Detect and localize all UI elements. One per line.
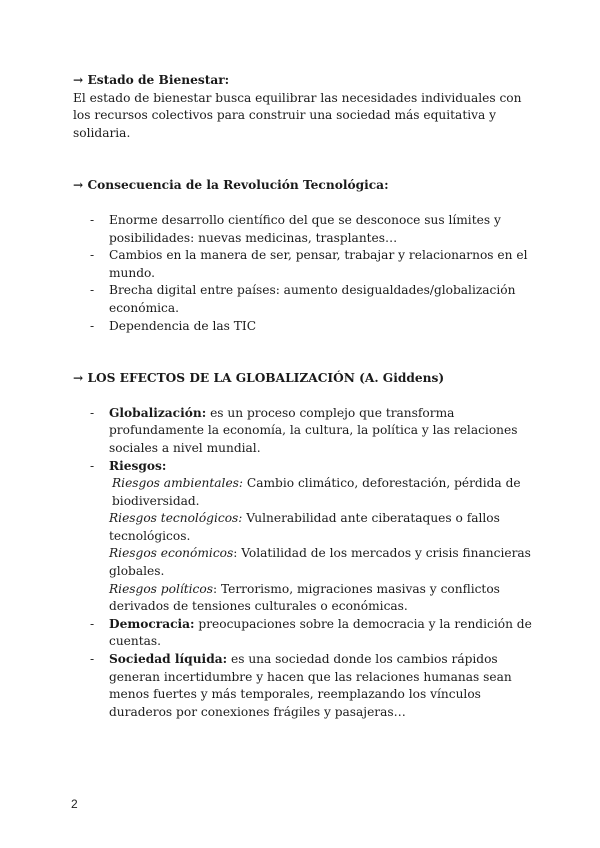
list-item-sociedad-liquida bbox=[73, 651, 541, 721]
heading-efectos-globalizacion: → LOS EFECTOS DE LA GLOBALIZACIÓN (A. Giddens) bbox=[73, 371, 445, 386]
dash-bullet: - bbox=[90, 458, 95, 473]
term-sociedad-liquida: Sociedad líquida: bbox=[109, 652, 228, 667]
heading-estado-bienestar: → Estado de Bienestar: bbox=[73, 73, 230, 87]
text-sociedad-liquida: es una sociedad donde los cambios rápidos generan incertidumbre y hacen que las relaciones humanas sean menos fuertes y más temporales, reemplazando los vínculos duraderos por conexiones frágiles y pasajeras… bbox=[109, 652, 512, 719]
heading-revolucion-tecnologica: → Consecuencia de la Revolución Tecnológica: bbox=[73, 178, 389, 193]
risk-politicos: Riesgos políticos: Terrorismo, migraciones masivas y conflictos derivados de tensiones culturales o económicas. bbox=[109, 581, 500, 614]
dash-bullet: - bbox=[90, 616, 95, 631]
list-item: - Cambios en la manera de ser, pensar, trabajar y relacionarnos en el mundo. bbox=[90, 248, 528, 280]
list-item: - Dependencia de las TIC bbox=[73, 318, 541, 336]
list-efectos bbox=[73, 405, 541, 722]
term-riesgos: Riesgos: bbox=[109, 458, 167, 473]
list-item-globalizacion bbox=[73, 405, 541, 458]
dash-bullet: - bbox=[90, 248, 95, 263]
risk-economicos: Riesgos económicos: Volatilidad de los mercados y crisis financieras globales. bbox=[109, 546, 531, 579]
page-number: 2 bbox=[71, 797, 78, 811]
paragraph-estado-bienestar: El estado de bienestar busca equilibrar las necesidades individuales con los recursos colectivos para construir una sociedad más equitativa y solidaria. bbox=[73, 90, 522, 140]
dash-bullet: - bbox=[90, 405, 95, 420]
dash-bullet: - bbox=[90, 318, 95, 333]
list-item: - Brecha digital entre países: aumento desigualdades/globalización económica. bbox=[90, 283, 516, 315]
text-democracia: preocupaciones sobre la democracia y la rendición de cuentas. bbox=[109, 616, 532, 649]
dash-bullet: - bbox=[90, 212, 95, 227]
risk-ambientales: Riesgos ambientales: Cambio climático, deforestación, pérdida de biodiversidad. bbox=[112, 476, 521, 508]
risk-tecnologicos: Riesgos tecnológicos: Vulnerabilidad ante ciberataques o fallos tecnológicos. bbox=[109, 511, 500, 543]
dash-bullet: - bbox=[90, 652, 95, 667]
list-consecuencias bbox=[73, 212, 541, 335]
dash-bullet: - bbox=[90, 283, 95, 298]
list-item-riesgos bbox=[73, 458, 541, 616]
list-item: - Enorme desarrollo científico del que se desconoce sus límites y posibilidades: nuevas medicinas, trasplantes… bbox=[90, 212, 501, 245]
list-item-democracia bbox=[73, 616, 541, 651]
term-democracia: Democracia: bbox=[109, 616, 195, 631]
document-page bbox=[73, 72, 541, 721]
term-globalizacion: Globalización: bbox=[109, 405, 207, 420]
text-globalizacion: es un proceso complejo que transforma profundamente la economía, la cultura, la política y las relaciones sociales a nivel mundial. bbox=[109, 405, 518, 455]
